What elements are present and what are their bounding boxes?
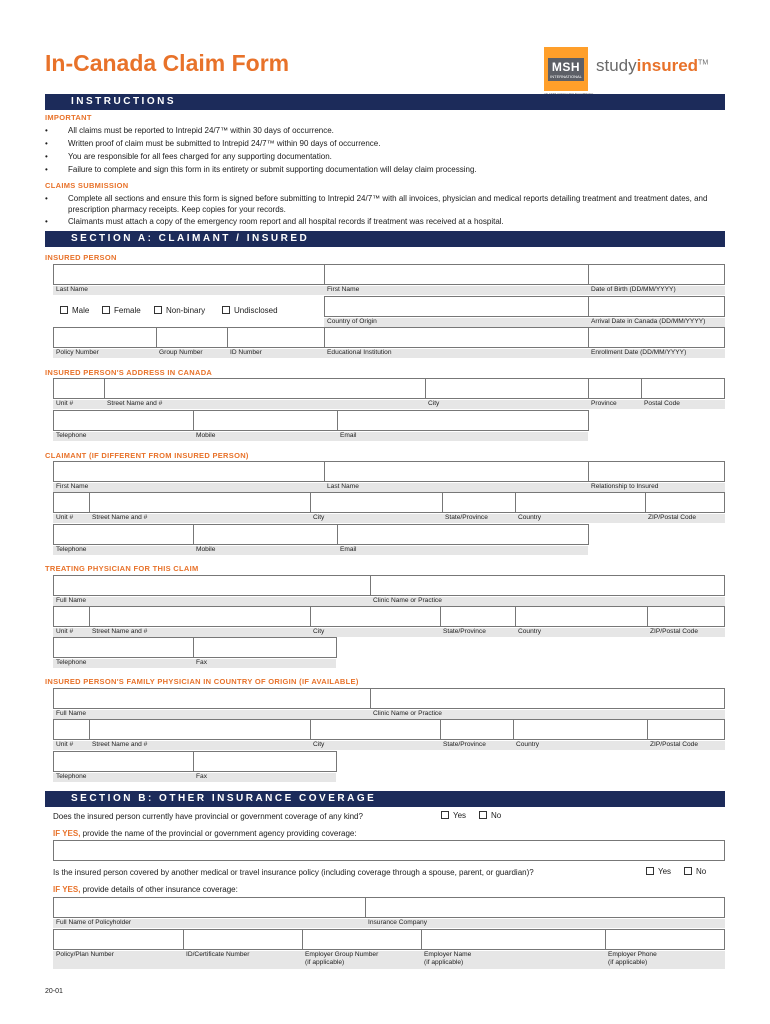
mobile-label: Mobile: [193, 432, 337, 441]
institution-field[interactable]: [324, 327, 589, 348]
insurance-company-field[interactable]: [365, 897, 725, 918]
family-name-field[interactable]: [53, 688, 371, 709]
instructions-bar: INSTRUCTIONS: [45, 94, 725, 110]
physician-state-field[interactable]: [440, 606, 516, 627]
city-label: City: [425, 400, 588, 409]
claimant-zip-field[interactable]: [645, 492, 725, 513]
claimant-country-label: Country: [515, 514, 645, 523]
instruction-item: [45, 151, 725, 162]
claimant-email-field[interactable]: [337, 524, 589, 545]
q1-follow-text: provide the name of the provincial or government agency providing coverage:: [80, 829, 357, 838]
policyholder-field[interactable]: [53, 897, 366, 918]
family-city-label: City: [310, 741, 440, 750]
address-heading: INSURED PERSON'S ADDRESS IN CANADA: [45, 368, 213, 377]
q2-yes-checkbox[interactable]: [646, 867, 654, 875]
q2-follow-text: provide details of other insurance coverage:: [80, 885, 238, 894]
id-certificate-label: ID/Certificate Number: [183, 951, 302, 969]
country-origin-field[interactable]: [324, 296, 589, 317]
bullet: •: [45, 217, 48, 226]
female-label: Female: [114, 306, 141, 315]
claimant-state-field[interactable]: [442, 492, 516, 513]
brand-tm: TM: [698, 59, 709, 67]
province-field[interactable]: [588, 378, 642, 399]
claimant-zip-label: ZIP/Postal Code: [645, 514, 725, 523]
claimant-first-name-field[interactable]: [53, 461, 325, 482]
id-certificate-field[interactable]: [183, 929, 303, 950]
brand-a: study: [596, 56, 637, 75]
policy-plan-field[interactable]: [53, 929, 184, 950]
family-fax-field[interactable]: [193, 751, 337, 772]
employer-name-text: Employer Name: [424, 951, 472, 958]
instruction-text: All claims must be reported to Intrepid 24/7™ within 30 days of occurrence.: [68, 126, 334, 135]
family-street-field[interactable]: [89, 719, 311, 740]
q2-followup: [53, 885, 238, 894]
telephone-field[interactable]: [53, 410, 194, 431]
family-telephone-label: Telephone: [53, 773, 193, 782]
family-zip-field[interactable]: [647, 719, 725, 740]
claimant-telephone-field[interactable]: [53, 524, 194, 545]
last-name-field[interactable]: [53, 264, 325, 285]
group-number-field[interactable]: [156, 327, 228, 348]
bullet: •: [45, 194, 48, 203]
claimant-state-label: State/Province: [442, 514, 515, 523]
physician-unit-label: Unit #: [53, 628, 89, 637]
physician-fax-field[interactable]: [193, 637, 337, 658]
street-label: Street Name and #: [104, 400, 425, 409]
unit-label: Unit #: [53, 400, 104, 409]
family-city-field[interactable]: [310, 719, 441, 740]
physician-state-label: State/Province: [440, 628, 515, 637]
physician-street-field[interactable]: [89, 606, 311, 627]
family-telephone-field[interactable]: [53, 751, 194, 772]
policyholder-label: Full Name of Policyholder: [53, 919, 365, 928]
if-applicable-text: (if applicable): [608, 959, 648, 966]
q1-yes-label: Yes: [453, 811, 467, 820]
family-state-label: State/Province: [440, 741, 513, 750]
if-applicable-text: (if applicable): [424, 959, 464, 966]
undisclosed-checkbox[interactable]: [222, 306, 230, 314]
physician-country-field[interactable]: [515, 606, 648, 627]
employer-phone-field[interactable]: [605, 929, 725, 950]
employer-group-field[interactable]: [302, 929, 422, 950]
policy-number-label: Policy Number: [53, 349, 156, 358]
id-number-label: ID Number: [227, 349, 324, 358]
claimant-unit-field[interactable]: [53, 492, 90, 513]
mobile-field[interactable]: [193, 410, 338, 431]
city-field[interactable]: [425, 378, 589, 399]
gender-female[interactable]: [102, 306, 141, 315]
bullet: •: [45, 139, 48, 148]
claimant-mobile-field[interactable]: [193, 524, 338, 545]
physician-telephone-field[interactable]: [53, 637, 194, 658]
logo-text: MSH: [548, 58, 584, 74]
institution-label: Educational Institution: [324, 349, 588, 358]
province-label: Province: [588, 400, 641, 409]
family-zip-label: ZIP/Postal Code: [647, 741, 725, 750]
claimant-mobile-label: Mobile: [193, 546, 337, 555]
family-unit-label: Unit #: [53, 741, 89, 750]
insurance-company-label: Insurance Company: [365, 919, 725, 928]
nonbinary-checkbox[interactable]: [154, 306, 162, 314]
arrival-date-label: Arrival Date in Canada (DD/MM/YYYY): [588, 318, 725, 327]
physician-telephone-label: Telephone: [53, 659, 193, 668]
physician-name-label: Full Name: [53, 597, 370, 606]
instruction-text: Claimants must attach a copy of the emergency room report and all hospital records if treatment was received at a hospital.: [68, 217, 504, 226]
clinic-field[interactable]: [370, 575, 725, 596]
if-applicable-text: (if applicable): [305, 959, 345, 966]
physician-unit-field[interactable]: [53, 606, 90, 627]
bullet: •: [45, 152, 48, 161]
section-a-bar: SECTION A: CLAIMANT / INSURED: [45, 231, 725, 247]
employer-phone-label: [605, 951, 725, 969]
arrival-date-field[interactable]: [588, 296, 725, 317]
q2-text: Is the insured person covered by another medical or travel insurance policy (including coverage through a spouse, parent, or guardian)?: [53, 868, 534, 877]
male-checkbox[interactable]: [60, 306, 68, 314]
bullet: •: [45, 165, 48, 174]
form-code: 20-01: [45, 988, 63, 995]
claimant-email-label: Email: [337, 546, 588, 555]
gender-nonbinary[interactable]: [154, 306, 205, 315]
group-number-label: Group Number: [156, 349, 227, 358]
claimant-first-name-label: First Name: [53, 483, 324, 492]
female-checkbox[interactable]: [102, 306, 110, 314]
postal-code-label: Postal Code: [641, 400, 725, 409]
unit-field[interactable]: [53, 378, 105, 399]
gender-undisclosed[interactable]: [222, 306, 278, 315]
physician-city-label: City: [310, 628, 440, 637]
instruction-item: [45, 138, 725, 149]
policy-plan-label: Policy/Plan Number: [53, 951, 183, 969]
q2-yes[interactable]: [646, 867, 671, 876]
q1-no-checkbox[interactable]: [479, 811, 487, 819]
form-title: In-Canada Claim Form: [45, 50, 290, 76]
physician-street-label: Street Name and #: [89, 628, 310, 637]
country-origin-label: Country of Origin: [324, 318, 588, 327]
q2-no-label: No: [696, 867, 707, 876]
claimant-country-field[interactable]: [515, 492, 646, 513]
instruction-text: Written proof of claim must be submitted to Intrepid 24/7™ within 90 days of occurrence.: [68, 139, 381, 148]
employer-name-label: [421, 951, 605, 969]
claims-submission-heading: CLAIMS SUBMISSION: [45, 181, 129, 190]
important-heading: IMPORTANT: [45, 113, 92, 122]
family-fax-label: Fax: [193, 773, 336, 782]
claimant-street-label: Street Name and #: [89, 514, 310, 523]
q1-followup: [53, 829, 357, 838]
provincial-agency-field[interactable]: [53, 840, 725, 861]
id-number-field[interactable]: [227, 327, 325, 348]
relationship-label: Relationship to Insured: [588, 483, 725, 492]
telephone-label: Telephone: [53, 432, 193, 441]
q1-text: Does the insured person currently have provincial or government coverage of any kind?: [53, 812, 363, 821]
instruction-item: [45, 193, 725, 215]
instruction-text: Failure to complete and sign this form in its entirety or submit supporting documentation will delay claim processing.: [68, 165, 477, 174]
dob-field[interactable]: [588, 264, 725, 285]
family-clinic-label: Clinic Name or Practice: [370, 710, 725, 719]
logo-sub: INTERNATIONAL: [548, 74, 584, 81]
physician-country-label: Country: [515, 628, 647, 637]
gender-male[interactable]: [60, 306, 89, 315]
family-state-field[interactable]: [440, 719, 514, 740]
first-name-field[interactable]: [324, 264, 589, 285]
q1-yes[interactable]: [441, 811, 466, 820]
section-b-bar: SECTION B: OTHER INSURANCE COVERAGE: [45, 791, 725, 807]
email-label: Email: [337, 432, 588, 441]
instruction-item: [45, 216, 725, 227]
if-yes-label: IF YES,: [53, 829, 81, 838]
enrollment-date-field[interactable]: [588, 327, 725, 348]
instruction-text: You are responsible for all fees charged for any supporting documentation.: [68, 152, 332, 161]
brand-b: insured: [636, 56, 699, 75]
q1-yes-checkbox[interactable]: [441, 811, 449, 819]
relationship-field[interactable]: [588, 461, 725, 482]
enrollment-date-label: Enrollment Date (DD/MM/YYYY): [588, 349, 725, 358]
dob-label: Date of Birth (DD/MM/YYYY): [588, 286, 725, 295]
family-clinic-field[interactable]: [370, 688, 725, 709]
instruction-item: [45, 164, 725, 175]
msh-logo: [544, 47, 588, 91]
physician-city-field[interactable]: [310, 606, 441, 627]
if-yes-label: IF YES,: [53, 885, 81, 894]
clinic-label: Clinic Name or Practice: [370, 597, 725, 606]
physician-zip-label: ZIP/Postal Code: [647, 628, 725, 637]
claimant-city-label: City: [310, 514, 442, 523]
q2-no[interactable]: [684, 867, 706, 876]
physician-zip-field[interactable]: [647, 606, 725, 627]
family-physician-heading: INSURED PERSON'S FAMILY PHYSICIAN IN COUNTRY OF ORIGIN (IF AVAILABLE): [45, 677, 359, 686]
claimant-last-name-field[interactable]: [324, 461, 589, 482]
claimant-city-field[interactable]: [310, 492, 443, 513]
bullet: •: [45, 126, 48, 135]
postal-code-field[interactable]: [641, 378, 725, 399]
studyinsured-logo: [596, 56, 708, 76]
employer-group-text: Employer Group Number: [305, 951, 379, 958]
family-unit-field[interactable]: [53, 719, 90, 740]
q2-yes-label: Yes: [658, 867, 672, 876]
employer-name-field[interactable]: [421, 929, 606, 950]
physician-name-field[interactable]: [53, 575, 371, 596]
family-street-label: Street Name and #: [89, 741, 310, 750]
physician-fax-label: Fax: [193, 659, 336, 668]
claimant-street-field[interactable]: [89, 492, 311, 513]
male-label: Male: [72, 306, 90, 315]
insured-person-heading: INSURED PERSON: [45, 253, 117, 262]
employer-phone-text: Employer Phone: [608, 951, 657, 958]
family-name-label: Full Name: [53, 710, 370, 719]
last-name-label: Last Name: [53, 286, 325, 295]
q2-no-checkbox[interactable]: [684, 867, 692, 875]
policy-number-field[interactable]: [53, 327, 157, 348]
employer-group-label: [302, 951, 421, 969]
claimant-last-name-label: Last Name: [324, 483, 588, 492]
claimant-telephone-label: Telephone: [53, 546, 193, 555]
q1-no-label: No: [491, 811, 502, 820]
family-country-field[interactable]: [513, 719, 648, 740]
family-country-label: Country: [513, 741, 647, 750]
instruction-text: Complete all sections and ensure this form is signed before submitting to Intrepid 24/7™ with all invoices, physician and medical reports detailing treatment and treatment dates, and prescription pharmacy receipts. Keep copies for your records.: [68, 194, 708, 214]
claimant-heading: CLAIMANT (IF DIFFERENT FROM INSURED PERSON): [45, 451, 249, 460]
email-field[interactable]: [337, 410, 589, 431]
physician-heading: TREATING PHYSICIAN FOR THIS CLAIM: [45, 564, 199, 573]
undisclosed-label: Undisclosed: [234, 306, 278, 315]
instruction-item: [45, 125, 725, 136]
nonbinary-label: Non-binary: [166, 306, 206, 315]
q1-no[interactable]: [479, 811, 501, 820]
first-name-label: First Name: [324, 286, 588, 295]
claimant-unit-label: Unit #: [53, 514, 89, 523]
street-field[interactable]: [104, 378, 426, 399]
